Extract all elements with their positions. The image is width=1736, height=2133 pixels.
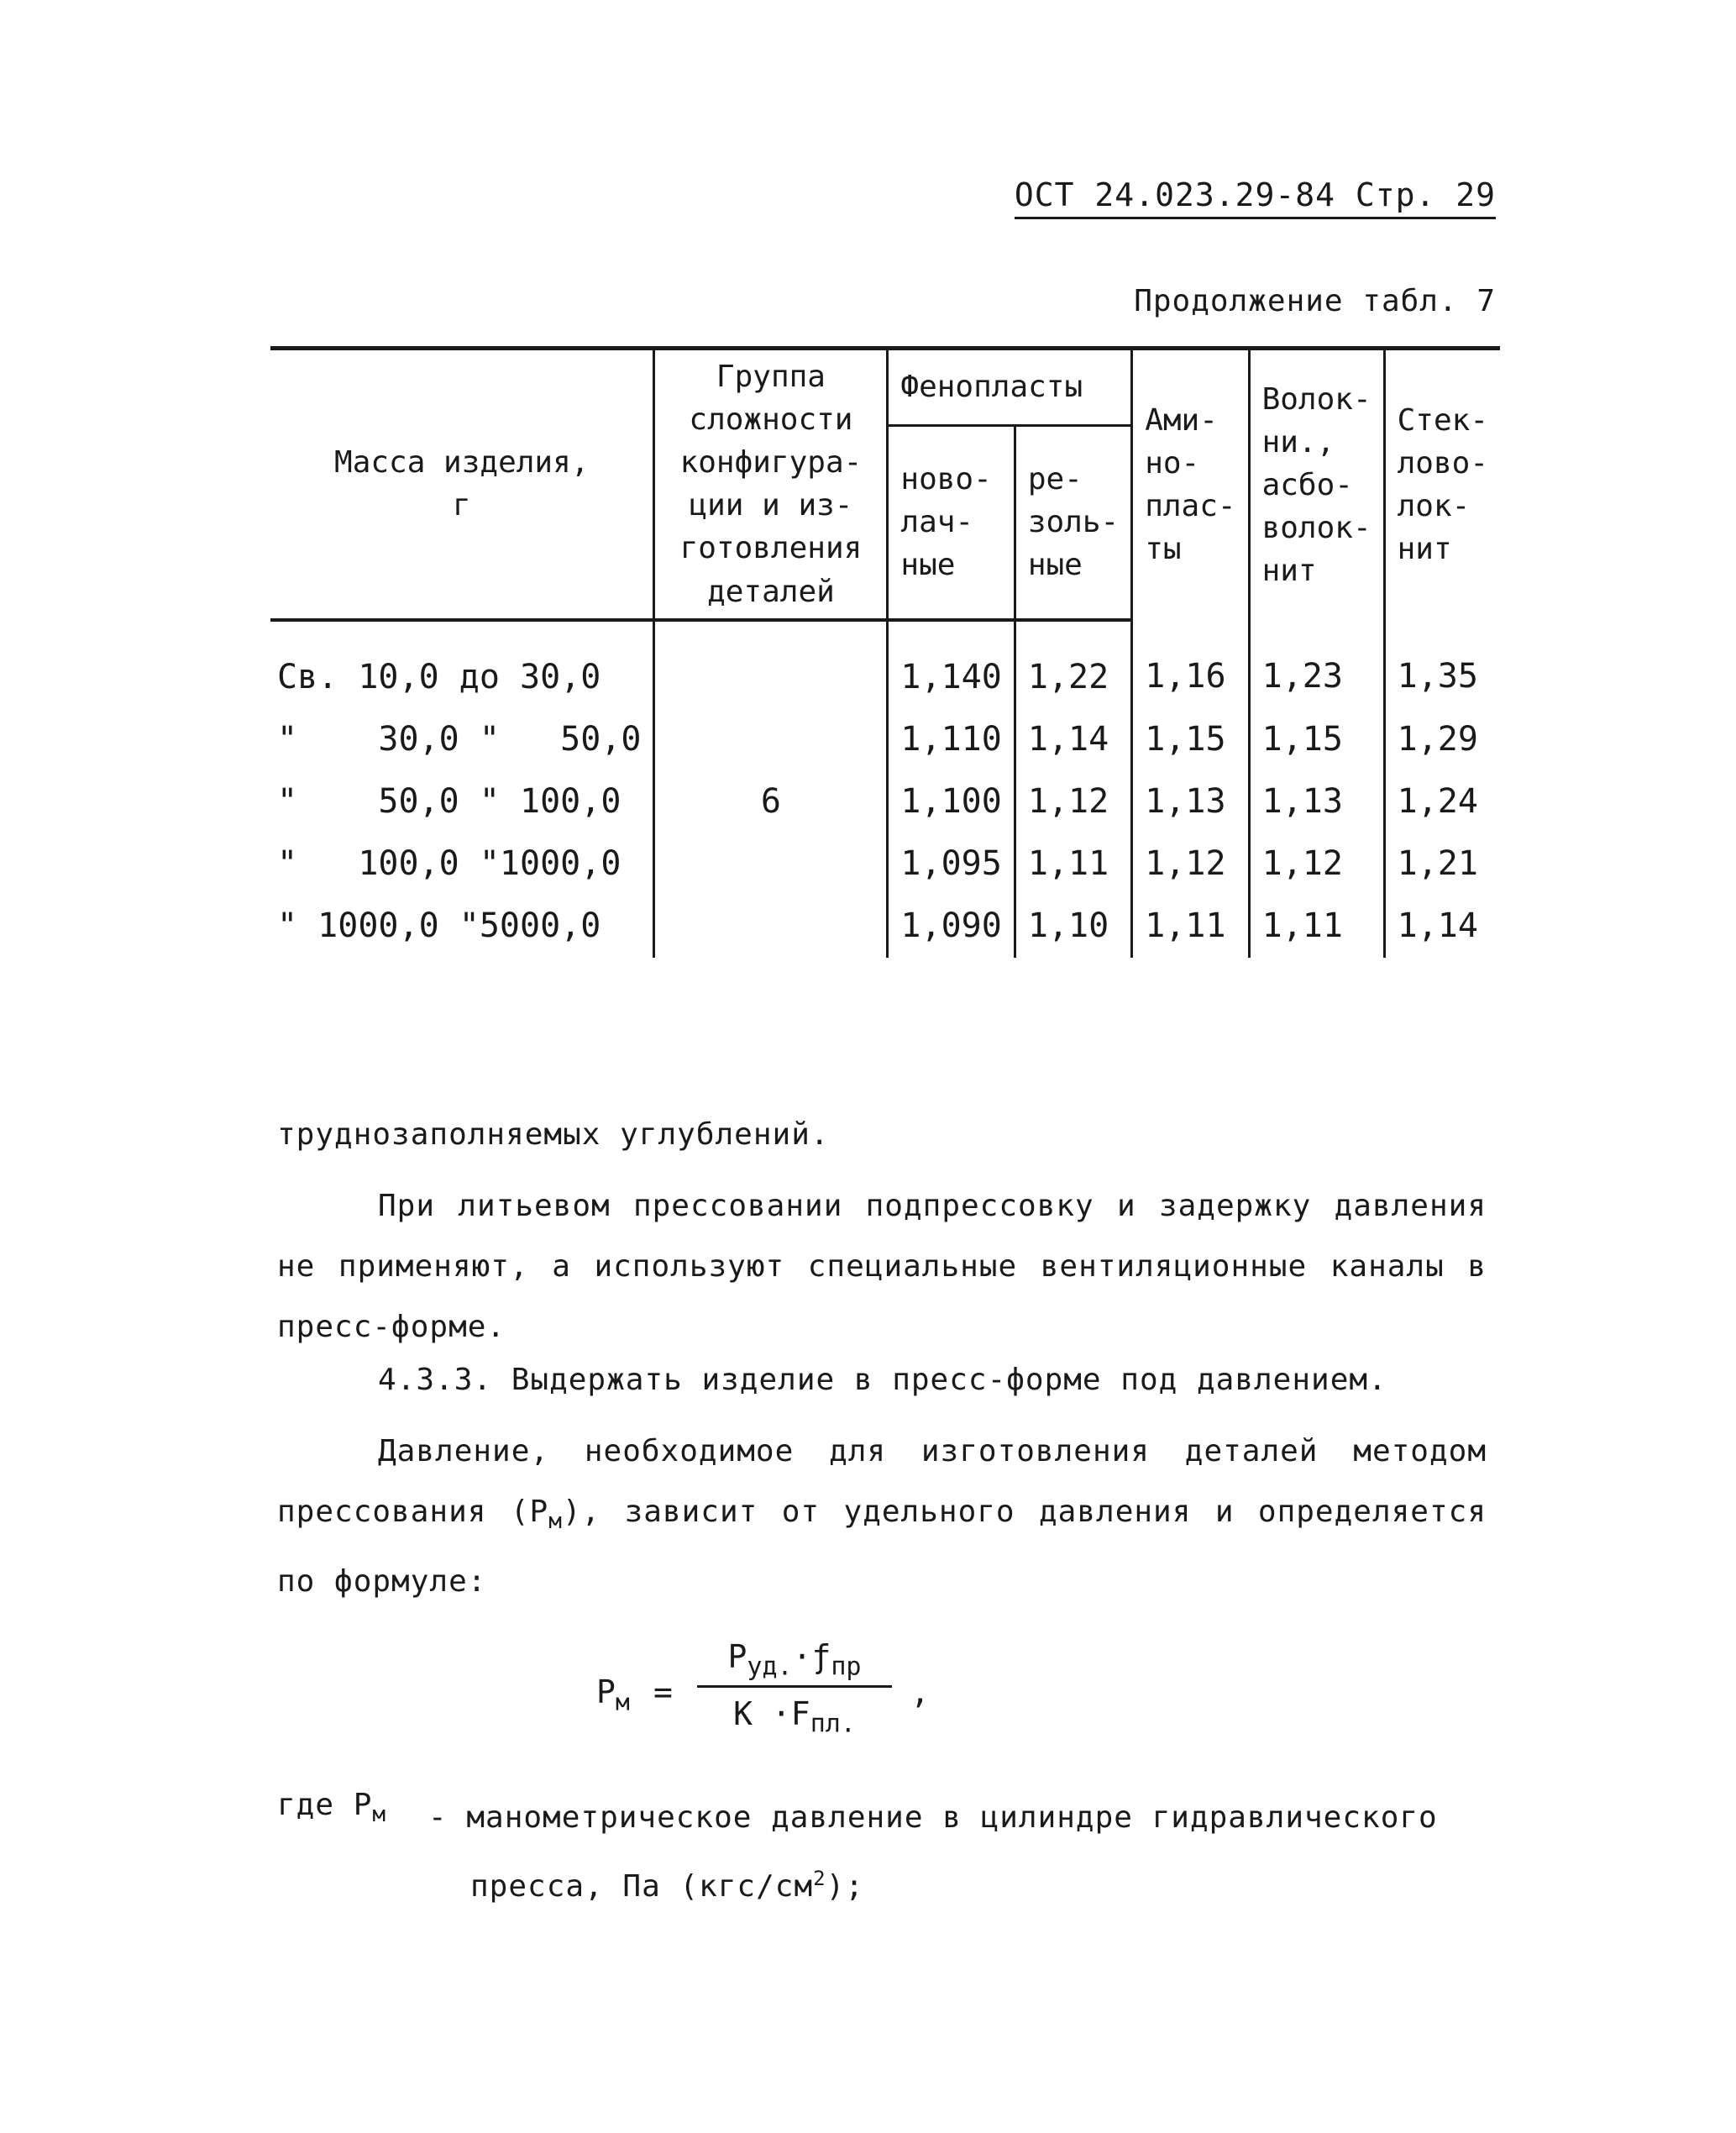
cell-rezolnye: 1,11: [1015, 833, 1131, 896]
cell-steklovoloknit: 1,29: [1384, 709, 1500, 771]
cell-rezolnye: 1,22: [1015, 620, 1131, 709]
numerator-operator: ·: [792, 1638, 812, 1675]
paragraph-continuation: труднозаполняемых углублений.: [277, 1117, 830, 1152]
table-caption: Продолжение табл. 7: [1134, 284, 1496, 318]
header-voloknity: Волок- ни., асбо- волок- нит: [1249, 349, 1384, 620]
cell-aminoplasty: 1,13: [1132, 771, 1249, 833]
denominator-operator: ·: [771, 1695, 791, 1732]
cell-rezolnye: 1,10: [1015, 896, 1131, 958]
cell-voloknity: 1,15: [1249, 709, 1384, 771]
header-group: Группа сложности конфигура- ции и из- готовления деталей: [654, 349, 888, 620]
cell-voloknity: 1,12: [1249, 833, 1384, 896]
denominator-symbol-b: F: [790, 1695, 810, 1732]
header-rezolnye: ре- золь- ные: [1015, 425, 1131, 619]
cell-mass: " 50,0 " 100,0: [277, 782, 621, 822]
cell-steklovoloknit: 1,35: [1384, 620, 1500, 709]
definition-line-1: - манометрическое давление в цилиндре гидравлического: [428, 1800, 1438, 1835]
formula-denominator: [697, 1695, 892, 1739]
header-novolachnye: ново- лач- ные: [888, 425, 1015, 619]
cell-steklovoloknit: 1,14: [1384, 896, 1500, 958]
header-fenoplasty: Фенопласты: [888, 349, 1132, 426]
coefficient-table: [270, 346, 1500, 958]
numerator-symbol-a: Р: [727, 1638, 747, 1675]
cell-aminoplasty: 1,12: [1132, 833, 1249, 896]
header-mass: Масса изделия, г: [270, 349, 654, 620]
cell-novolachnye: 1,140: [888, 620, 1015, 709]
cell-mass: " 100,0 "1000,0: [277, 844, 621, 884]
numerator-symbol-b: ƒ: [811, 1638, 831, 1675]
where-definition: [428, 1788, 1487, 1917]
cell-novolachnye: 1,095: [888, 833, 1015, 896]
cell-aminoplasty: 1,16: [1132, 620, 1249, 709]
clause-4-3-3: 4.3.3. Выдержать изделие в пресс-форме под давлением.: [378, 1363, 1387, 1397]
cell-novolachnye: 1,100: [888, 771, 1015, 833]
cell-rezolnye: 1,14: [1015, 709, 1131, 771]
cell-voloknity: 1,13: [1249, 771, 1384, 833]
where-lead-text: где Р: [277, 1788, 373, 1822]
paragraph-pressure: [277, 1421, 1487, 1612]
formula-comma: ,: [910, 1673, 930, 1710]
where-lead-subscript: м: [372, 1802, 387, 1828]
cell-rezolnye: 1,12: [1015, 771, 1131, 833]
numerator-subscript-a: уд.: [747, 1652, 793, 1682]
definition-end: );: [826, 1869, 864, 1904]
pressure-text-a: Давление, необходимое для изготовления деталей методом прессования (Р: [277, 1434, 1487, 1529]
cell-novolachnye: 1,110: [888, 709, 1015, 771]
formula-equals: =: [653, 1673, 673, 1710]
header-aminoplasty: Ами- но- плас- ты: [1132, 349, 1249, 620]
cell-mass: Св. 10,0 до 30,0: [277, 658, 601, 697]
denominator-symbol-a: К: [733, 1695, 753, 1732]
definition-superscript: 2: [813, 1867, 826, 1890]
cell-voloknity: 1,11: [1249, 896, 1384, 958]
pressure-formula: [588, 1638, 974, 1756]
pressure-text-b: ), зависит от удельного давления и определяется по формуле:: [277, 1495, 1487, 1600]
cell-aminoplasty: 1,15: [1132, 709, 1249, 771]
table-row: [270, 620, 1500, 709]
where-lead: [277, 1788, 386, 1827]
paragraph-injection-molding: При литьевом прессовании подпрессовку и задержку давления не применяют, а используют специальные вентиляционные каналы в пресс-форме.: [277, 1189, 1487, 1344]
header-steklovoloknit: Стек- лово- лок- нит: [1384, 349, 1500, 620]
cell-aminoplasty: 1,11: [1132, 896, 1249, 958]
formula-lhs-symbol: Р: [596, 1673, 616, 1710]
cell-steklovoloknit: 1,24: [1384, 771, 1500, 833]
cell-group: 6: [654, 620, 888, 958]
document-reference: ОСТ 24.023.29-84 Стр. 29: [1015, 176, 1496, 219]
formula-lhs-subscript: м: [615, 1688, 630, 1716]
cell-mass: " 30,0 " 50,0: [277, 720, 642, 759]
pressure-subscript: м: [548, 1509, 563, 1535]
formula-numerator: [697, 1638, 892, 1688]
numerator-subscript-b: пр: [831, 1652, 862, 1682]
cell-mass: " 1000,0 "5000,0: [277, 906, 601, 946]
cell-voloknity: 1,23: [1249, 620, 1384, 709]
definition-line-2: [428, 1848, 1487, 1917]
cell-novolachnye: 1,090: [888, 896, 1015, 958]
definition-text: пресса, Па (кгс/см: [470, 1869, 814, 1904]
denominator-subscript-b: пл.: [810, 1709, 856, 1739]
formula-lhs: [596, 1673, 630, 1716]
cell-steklovoloknit: 1,21: [1384, 833, 1500, 896]
